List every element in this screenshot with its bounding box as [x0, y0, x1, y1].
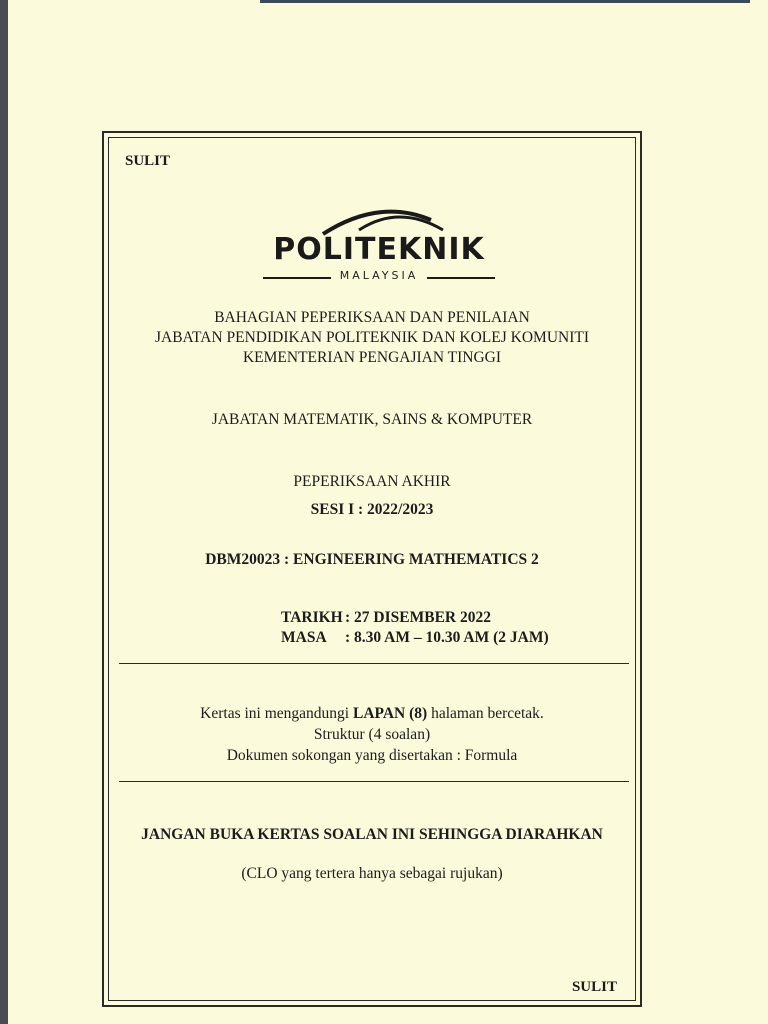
structure-note: Struktur (4 soalan): [313, 726, 431, 743]
course-title: DBM20023 : ENGINEERING MATHEMATICS 2: [205, 551, 539, 568]
classification-bottom: SULIT: [571, 979, 617, 995]
page-count: [109, 704, 635, 724]
exam-time: [281, 628, 549, 648]
page-count-bold: LAPAN (8): [353, 705, 428, 722]
cover-page-inner-frame: [108, 137, 636, 1001]
page-count-suffix: halaman bercetak.: [427, 705, 544, 722]
classification-top: SULIT: [125, 153, 171, 169]
logo-subtitle: MALAYSIA: [339, 269, 419, 282]
time-label: MASA: [281, 629, 327, 646]
clo-note: (CLO yang tertera hanya sebagai rujukan): [241, 865, 503, 882]
institution-line-2: JABATAN PENDIDIKAN POLITEKNIK DAN KOLEJ KOMUNITI: [154, 329, 589, 346]
politeknik-logo: [259, 200, 499, 284]
divider-1: [119, 663, 629, 664]
logo-rule-right: [427, 277, 495, 279]
scan-edge-left: [0, 0, 8, 1024]
date-value: : 27 DISEMBER 2022: [345, 609, 491, 626]
scan-edge-top: [260, 0, 750, 3]
logo-wordmark: POLITEKNIK: [273, 232, 485, 267]
supporting-documents: Dokumen sokongan yang disertakan : Formula: [226, 747, 518, 764]
institution-line-1: BAHAGIAN PEPERIKSAAN DAN PENILAIAN: [214, 309, 530, 326]
exam-type: PEPERIKSAAN AKHIR: [293, 473, 451, 490]
exam-date: [281, 608, 491, 628]
do-not-open-warning: JANGAN BUKA KERTAS SOALAN INI SEHINGGA DIARAHKAN: [141, 826, 603, 843]
exam-session: SESI I : 2022/2023: [310, 501, 434, 518]
divider-2: [119, 781, 629, 782]
time-value: : 8.30 AM – 10.30 AM (2 JAM): [345, 629, 549, 646]
page-count-prefix: Kertas ini mengandungi: [200, 705, 353, 722]
institution-line-3: KEMENTERIAN PENGAJIAN TINGGI: [242, 349, 502, 366]
date-label: TARIKH: [281, 609, 343, 626]
cover-page-frame: [102, 131, 642, 1007]
department: JABATAN MATEMATIK, SAINS & KOMPUTER: [211, 411, 533, 428]
